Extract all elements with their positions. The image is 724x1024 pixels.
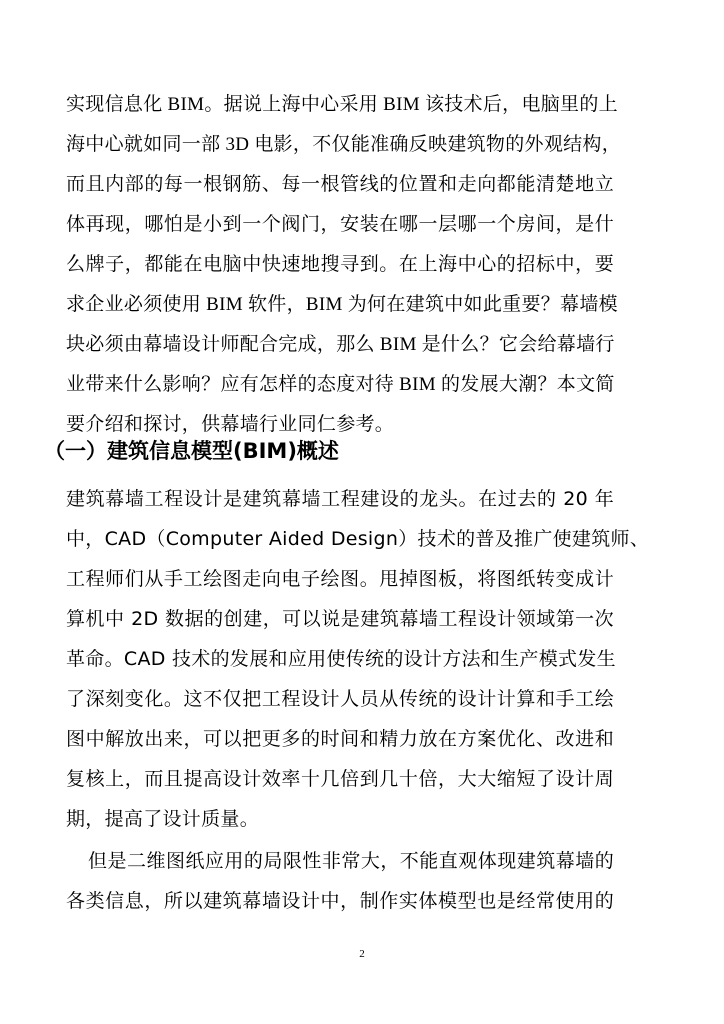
paragraph-2-line-8: 复核上，而且提高设计效率十几倍到几十倍，大大缩短了设计周 bbox=[66, 768, 614, 790]
paragraph-1-line-2: 海中心就如同一部 3D 电影，不仅能准确反映建筑物的外观结构， bbox=[66, 134, 622, 155]
page-number: 2 bbox=[359, 948, 365, 960]
paragraph-1-line-7: 块必须由幕墙设计师配合完成，那么 BIM 是什么？它会给幕墙行 bbox=[66, 334, 615, 355]
paragraph-2-line-7: 图中解放出来，可以把更多的时间和精力放在方案优化、改进和 bbox=[66, 728, 614, 750]
paragraph-1-line-4: 体再现，哪怕是小到一个阀门，安装在哪一层哪一个房间，是什 bbox=[66, 214, 614, 235]
paragraph-1-line-6: 求企业必须使用 BIM 软件，BIM 为何在建筑中如此重要？幕墙模 bbox=[66, 294, 618, 315]
paragraph-2-line-5: 革命。CAD 技术的发展和应用使传统的设计方法和生产模式发生 bbox=[66, 648, 616, 670]
paragraph-2-line-4: 算机中 2D 数据的创建，可以说是建筑幕墙工程设计领域第一次 bbox=[66, 608, 614, 630]
paragraph-3-line-1: 但是二维图纸应用的局限性非常大，不能直观体现建筑幕墙的 bbox=[88, 850, 614, 872]
paragraph-1-line-1: 实现信息化 BIM。据说上海中心采用 BIM 该技术后，电脑里的上 bbox=[66, 94, 618, 115]
paragraph-1-line-5: 么牌子，都能在电脑中快速地搜寻到。在上海中心的招标中，要 bbox=[66, 254, 614, 275]
paragraph-2-line-1: 建筑幕墙工程设计是建筑幕墙工程建设的龙头。在过去的 20 年 bbox=[66, 488, 614, 510]
paragraph-2-line-6: 了深刻变化。这不仅把工程设计人员从传统的设计计算和手工绘 bbox=[66, 688, 614, 710]
paragraph-2-line-3: 工程师们从手工绘图走向电子绘图。甩掉图板，将图纸转变成计 bbox=[66, 568, 614, 590]
section-heading: （一）建筑信息模型(BIM)概述 bbox=[44, 439, 339, 463]
paragraph-1-line-3: 而且内部的每一根钢筋、每一根管线的位置和走向都能清楚地立 bbox=[66, 174, 614, 195]
paragraph-3-line-2: 各类信息，所以建筑幕墙设计中，制作实体模型也是经常使用的 bbox=[66, 890, 614, 912]
paragraph-2-line-9: 期，提高了设计质量。 bbox=[66, 808, 260, 830]
paragraph-2-line-2: 中，CAD（Computer Aided Design）技术的普及推广使建筑师、 bbox=[66, 528, 650, 550]
paragraph-1-line-8: 业带来什么影响？应有怎样的态度对待 BIM 的发展大潮？本文简 bbox=[66, 374, 615, 395]
paragraph-1-line-9: 要介绍和探讨，供幕墙行业同仁参考。 bbox=[66, 414, 395, 435]
